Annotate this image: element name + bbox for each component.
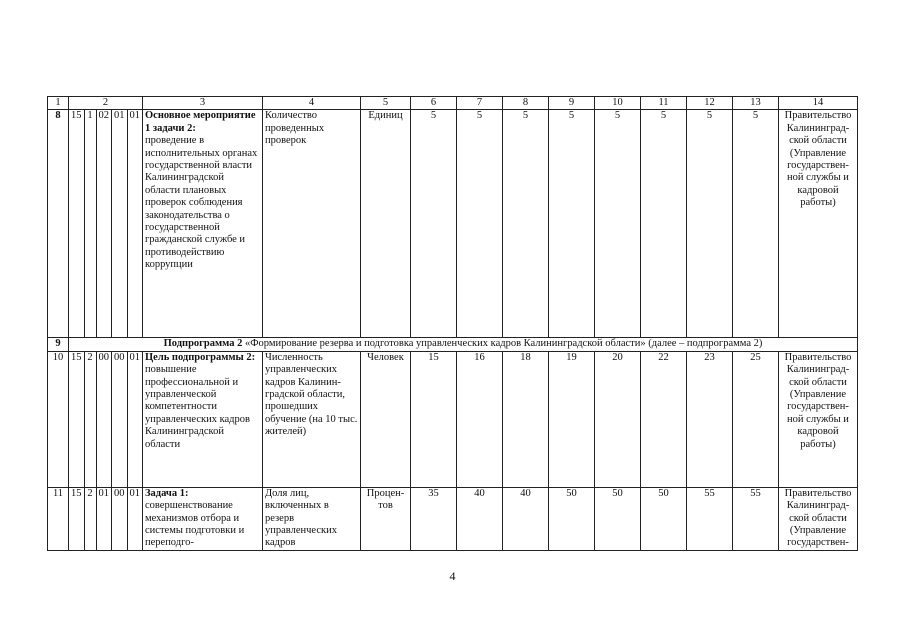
value-cell: 18 xyxy=(503,351,549,487)
code-cell: 2 xyxy=(84,351,96,487)
code-cell: 00 xyxy=(96,351,112,487)
code-cell: 15 xyxy=(69,110,85,338)
responsible-cell: Правительство Калининградской области (Управление государствен- xyxy=(779,487,858,550)
header-cell: 3 xyxy=(143,97,263,110)
row-number: 9 xyxy=(48,338,69,351)
task-name xyxy=(143,487,263,550)
unit-cell: Человек xyxy=(361,351,411,487)
header-cell: 13 xyxy=(733,97,779,110)
responsible-cell: Правительство Калининградской области (Управление государственной службы и кадровой работы) xyxy=(779,351,858,487)
measure-name xyxy=(143,110,263,338)
table-row xyxy=(48,110,858,338)
page-number: 4 xyxy=(449,569,456,583)
table-row xyxy=(48,487,858,550)
value-cell: 5 xyxy=(457,110,503,338)
value-cell: 25 xyxy=(733,351,779,487)
unit-cell: Единиц xyxy=(361,110,411,338)
subprogram-title-bold: Подпрограмма 2 xyxy=(163,338,243,350)
value-cell: 22 xyxy=(641,351,687,487)
unit-cell: Процентов xyxy=(361,487,411,550)
header-cell: 11 xyxy=(641,97,687,110)
value-cell: 19 xyxy=(549,351,595,487)
indicator-name: Численность управленческих кадров Калининградской области, прошедших обучение (на 10 тыс. жителей) xyxy=(263,351,361,487)
code-cell: 01 xyxy=(127,487,143,550)
header-cell: 9 xyxy=(549,97,595,110)
code-cell: 01 xyxy=(112,110,128,338)
value-cell: 5 xyxy=(503,110,549,338)
value-cell: 55 xyxy=(733,487,779,550)
indicator-name: Доля лиц, включенных в резерв управленческих кадров xyxy=(263,487,361,550)
value-cell: 5 xyxy=(595,110,641,338)
subprogram-title-text: «Формирование резерва и подготовка управленческих кадров Калининградской области» (далее – подпрограмма 2) xyxy=(245,338,763,350)
code-cell: 01 xyxy=(127,351,143,487)
code-cell: 00 xyxy=(112,351,128,487)
code-cell: 01 xyxy=(96,487,112,550)
measure-name-bold: Основное мероприятие 1 задачи 2: xyxy=(145,110,256,134)
value-cell: 40 xyxy=(503,487,549,550)
row-number: 8 xyxy=(48,110,69,338)
row-number: 11 xyxy=(48,487,69,550)
row-number: 10 xyxy=(48,351,69,487)
code-cell: 02 xyxy=(96,110,112,338)
code-cell: 2 xyxy=(84,487,96,550)
value-cell: 40 xyxy=(457,487,503,550)
header-cell: 14 xyxy=(779,97,858,110)
code-cell: 15 xyxy=(69,351,85,487)
header-cell: 1 xyxy=(48,97,69,110)
subprogram-title xyxy=(69,338,858,351)
value-cell: 50 xyxy=(641,487,687,550)
header-cell: 8 xyxy=(503,97,549,110)
header-cell: 6 xyxy=(411,97,457,110)
program-indicators-table xyxy=(47,96,858,551)
section-row xyxy=(48,338,858,351)
header-cell: 2 xyxy=(69,97,143,110)
value-cell: 20 xyxy=(595,351,641,487)
value-cell: 5 xyxy=(641,110,687,338)
code-cell: 15 xyxy=(69,487,85,550)
value-cell: 55 xyxy=(687,487,733,550)
value-cell: 23 xyxy=(687,351,733,487)
value-cell: 5 xyxy=(687,110,733,338)
responsible-cell: Правительство Калининградской области (Управление государственной службы и кадровой работы) xyxy=(779,110,858,338)
value-cell: 35 xyxy=(411,487,457,550)
table-row xyxy=(48,351,858,487)
task-name-text: совершенствование механизмов отбора и системы подготовки и переподго- xyxy=(145,500,245,549)
value-cell: 15 xyxy=(411,351,457,487)
value-cell: 50 xyxy=(595,487,641,550)
value-cell: 5 xyxy=(411,110,457,338)
code-cell: 01 xyxy=(127,110,143,338)
indicator-name: Количество проведенных проверок xyxy=(263,110,361,338)
measure-name-text: проведение в исполнительных органах государственной власти Калининградской области плановых проверок соблюдения законодательства о государственной гражданской службе и противодействию коррупции xyxy=(145,135,258,271)
header-cell: 7 xyxy=(457,97,503,110)
header-cell: 12 xyxy=(687,97,733,110)
task-name-bold: Задача 1: xyxy=(145,487,189,499)
header-cell: 5 xyxy=(361,97,411,110)
header-cell: 4 xyxy=(263,97,361,110)
value-cell: 5 xyxy=(549,110,595,338)
header-cell: 10 xyxy=(595,97,641,110)
code-cell: 1 xyxy=(84,110,96,338)
goal-name-bold: Цель подпрограммы 2: xyxy=(145,351,256,363)
value-cell: 5 xyxy=(733,110,779,338)
goal-name-text: повышение профессиональной и управленческой компетентности управленческих кадров Калининградской области xyxy=(145,364,250,450)
value-cell: 50 xyxy=(549,487,595,550)
value-cell: 16 xyxy=(457,351,503,487)
header-row xyxy=(48,97,858,110)
code-cell: 00 xyxy=(112,487,128,550)
goal-name xyxy=(143,351,263,487)
